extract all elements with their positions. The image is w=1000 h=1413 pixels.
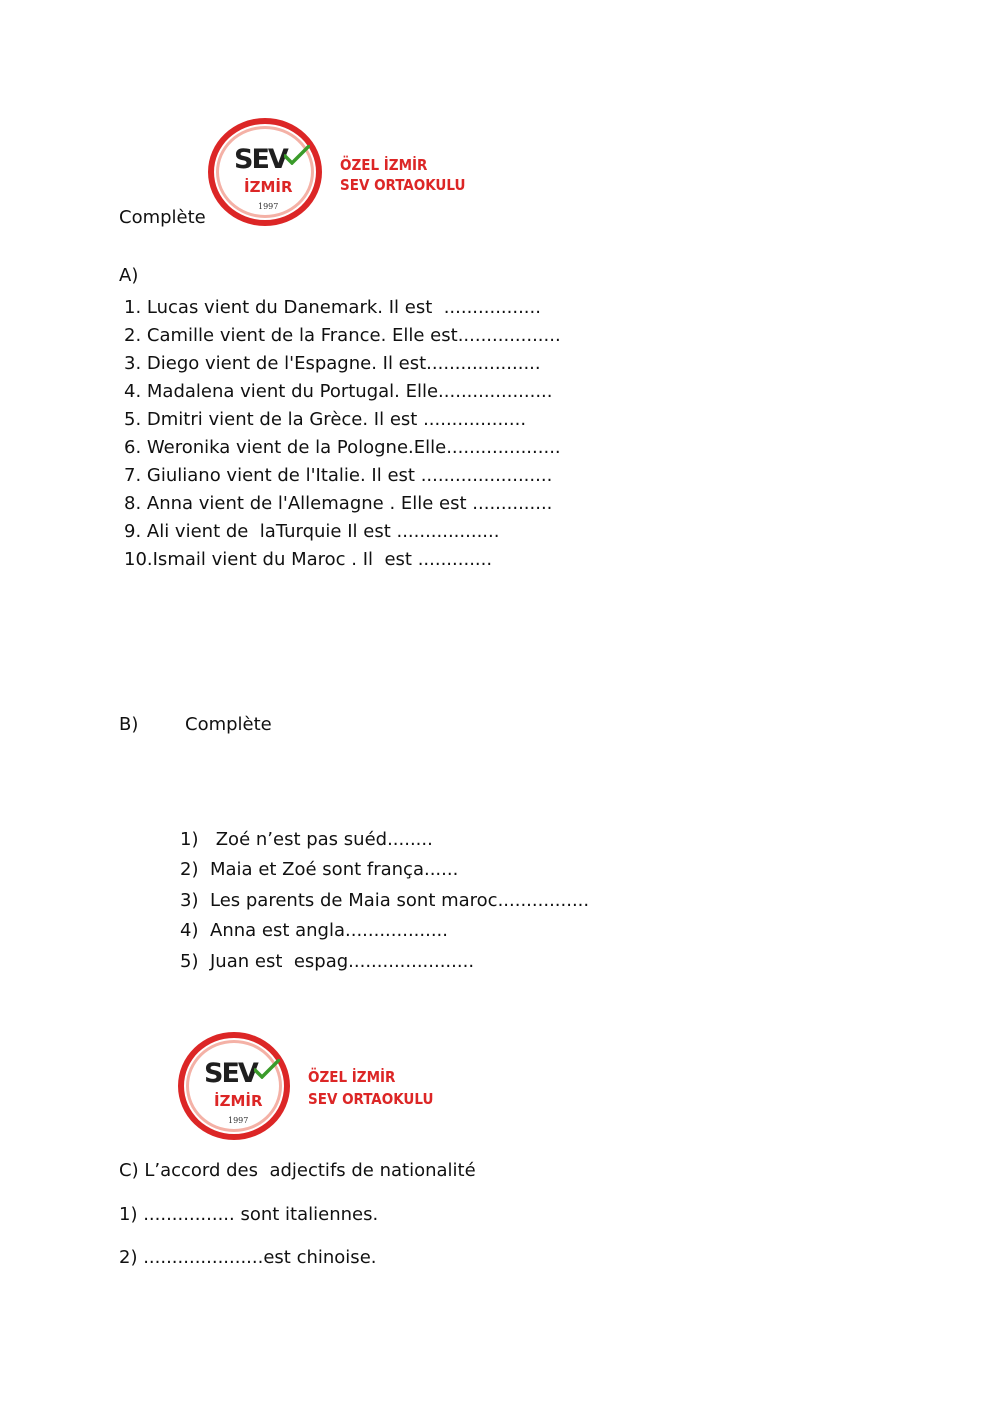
logo-city: İZMİR — [214, 1092, 263, 1110]
section-a-item: 8. Anna vient de l'Allemagne . Elle est .............. — [124, 493, 553, 514]
section-a-label: A) — [119, 265, 139, 286]
section-b-label: B) — [119, 714, 139, 735]
school-name-line2: SEV ORTAOKULU — [308, 1090, 434, 1108]
section-b-number: 4) — [180, 920, 199, 941]
logo-year: 1997 — [258, 202, 279, 211]
section-a-item: 2. Camille vient de la France. Elle est.................. — [124, 325, 561, 346]
section-a-item: 4. Madalena vient du Portugal. Elle.................... — [124, 381, 553, 402]
checkmark-icon — [254, 1059, 280, 1079]
checkmark-icon — [284, 145, 310, 165]
section-a-item: 9. Ali vient de laTurquie Il est .................. — [124, 521, 500, 542]
section-c-title: C) L’accord des adjectifs de nationalité — [119, 1160, 476, 1181]
section-b-title: Complète — [185, 714, 272, 735]
section-b-item: Anna est angla.................. — [210, 920, 448, 941]
logo-brand: SEV — [204, 1058, 257, 1089]
section-a-item: 10.Ismail vient du Maroc . Il est ............. — [124, 549, 493, 570]
logo-city: İZMİR — [244, 178, 293, 196]
section-c-item: 2) .....................est chinoise. — [119, 1247, 377, 1268]
logo-brand: SEV — [234, 144, 287, 175]
section-b-item: Juan est espag...................... — [210, 951, 475, 972]
section-b-number: 3) — [180, 890, 199, 911]
section-b-item: Zoé n’est pas suéd........ — [210, 829, 433, 850]
school-name-line1: ÖZEL İZMİR — [340, 156, 428, 174]
logo-year: 1997 — [228, 1116, 249, 1125]
school-name-line2: SEV ORTAOKULU — [340, 176, 466, 194]
section-a-item: 1. Lucas vient du Danemark. Il est ................. — [124, 297, 541, 318]
section-a-item: 5. Dmitri vient de la Grèce. Il est .................. — [124, 409, 527, 430]
section-b-number: 5) — [180, 951, 199, 972]
section-b-number: 1) — [180, 829, 199, 850]
intro-title: Complète — [119, 207, 206, 228]
school-name-line1: ÖZEL İZMİR — [308, 1068, 396, 1086]
section-b-item: Les parents de Maia sont maroc................ — [210, 890, 590, 911]
section-b-item: Maia et Zoé sont frança...... — [210, 859, 459, 880]
section-b-number: 2) — [180, 859, 199, 880]
section-a-item: 7. Giuliano vient de l'Italie. Il est ....................... — [124, 465, 553, 486]
section-c-item: 1) ................ sont italiennes. — [119, 1204, 379, 1225]
school-logo-bottom — [178, 1032, 438, 1144]
school-logo-top — [208, 118, 468, 230]
section-a-item: 6. Weronika vient de la Pologne.Elle.................... — [124, 437, 561, 458]
section-a-item: 3. Diego vient de l'Espagne. Il est.................... — [124, 353, 541, 374]
